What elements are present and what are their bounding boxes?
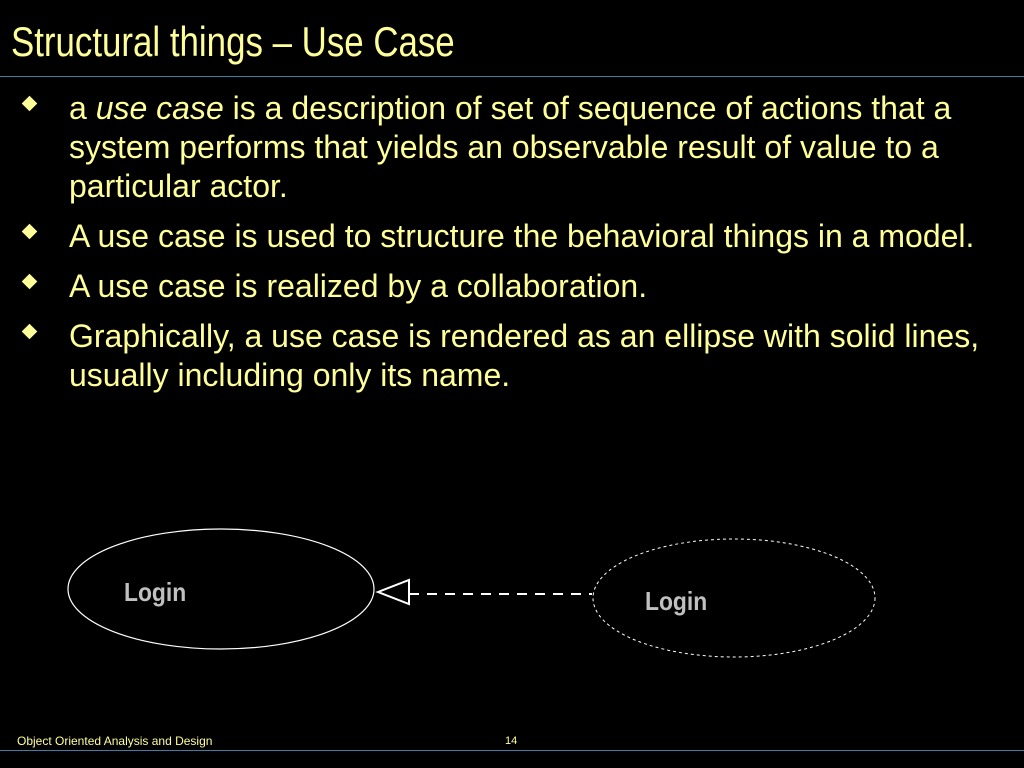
- bullet-item: [0, 217, 1014, 256]
- use-case-ellipse: [68, 529, 374, 649]
- realization-arrowhead-icon: [378, 580, 409, 604]
- bullet-text-prefix: a: [69, 90, 96, 126]
- use-case-diagram: [0, 520, 1024, 670]
- diamond-bullet-icon: [22, 324, 38, 340]
- bullet-item: [0, 267, 1014, 306]
- footer-page-number: 14: [505, 735, 518, 747]
- bullet-item: [0, 89, 1014, 206]
- bullet-list: [0, 89, 1014, 406]
- bullet-text: A use case is used to structure the behavioral things in a model.: [69, 218, 975, 254]
- collaboration-label: Login: [645, 587, 708, 617]
- footer-course-title: Object Oriented Analysis and Design: [17, 734, 213, 748]
- diamond-bullet-icon: [22, 96, 38, 112]
- diamond-bullet-icon: [22, 224, 38, 240]
- slide-title: Structural things – Use Case: [11, 18, 455, 65]
- bullet-item: [0, 317, 1014, 395]
- title-divider: [0, 76, 1024, 77]
- collaboration-ellipse: [593, 539, 875, 657]
- diamond-bullet-icon: [22, 274, 38, 290]
- use-case-label: Login: [124, 578, 187, 608]
- bullet-text: is a description of set of sequence of actions that a system performs that yields an observable result of value to a particular actor.: [69, 90, 952, 204]
- bullet-text-emphasis: use case: [95, 90, 224, 126]
- bullet-text: Graphically, a use case is rendered as an ellipse with solid lines, usually including only its name.: [69, 318, 980, 393]
- bullet-text: A use case is realized by a collaboration.: [69, 268, 648, 304]
- footer-divider: [0, 750, 1024, 751]
